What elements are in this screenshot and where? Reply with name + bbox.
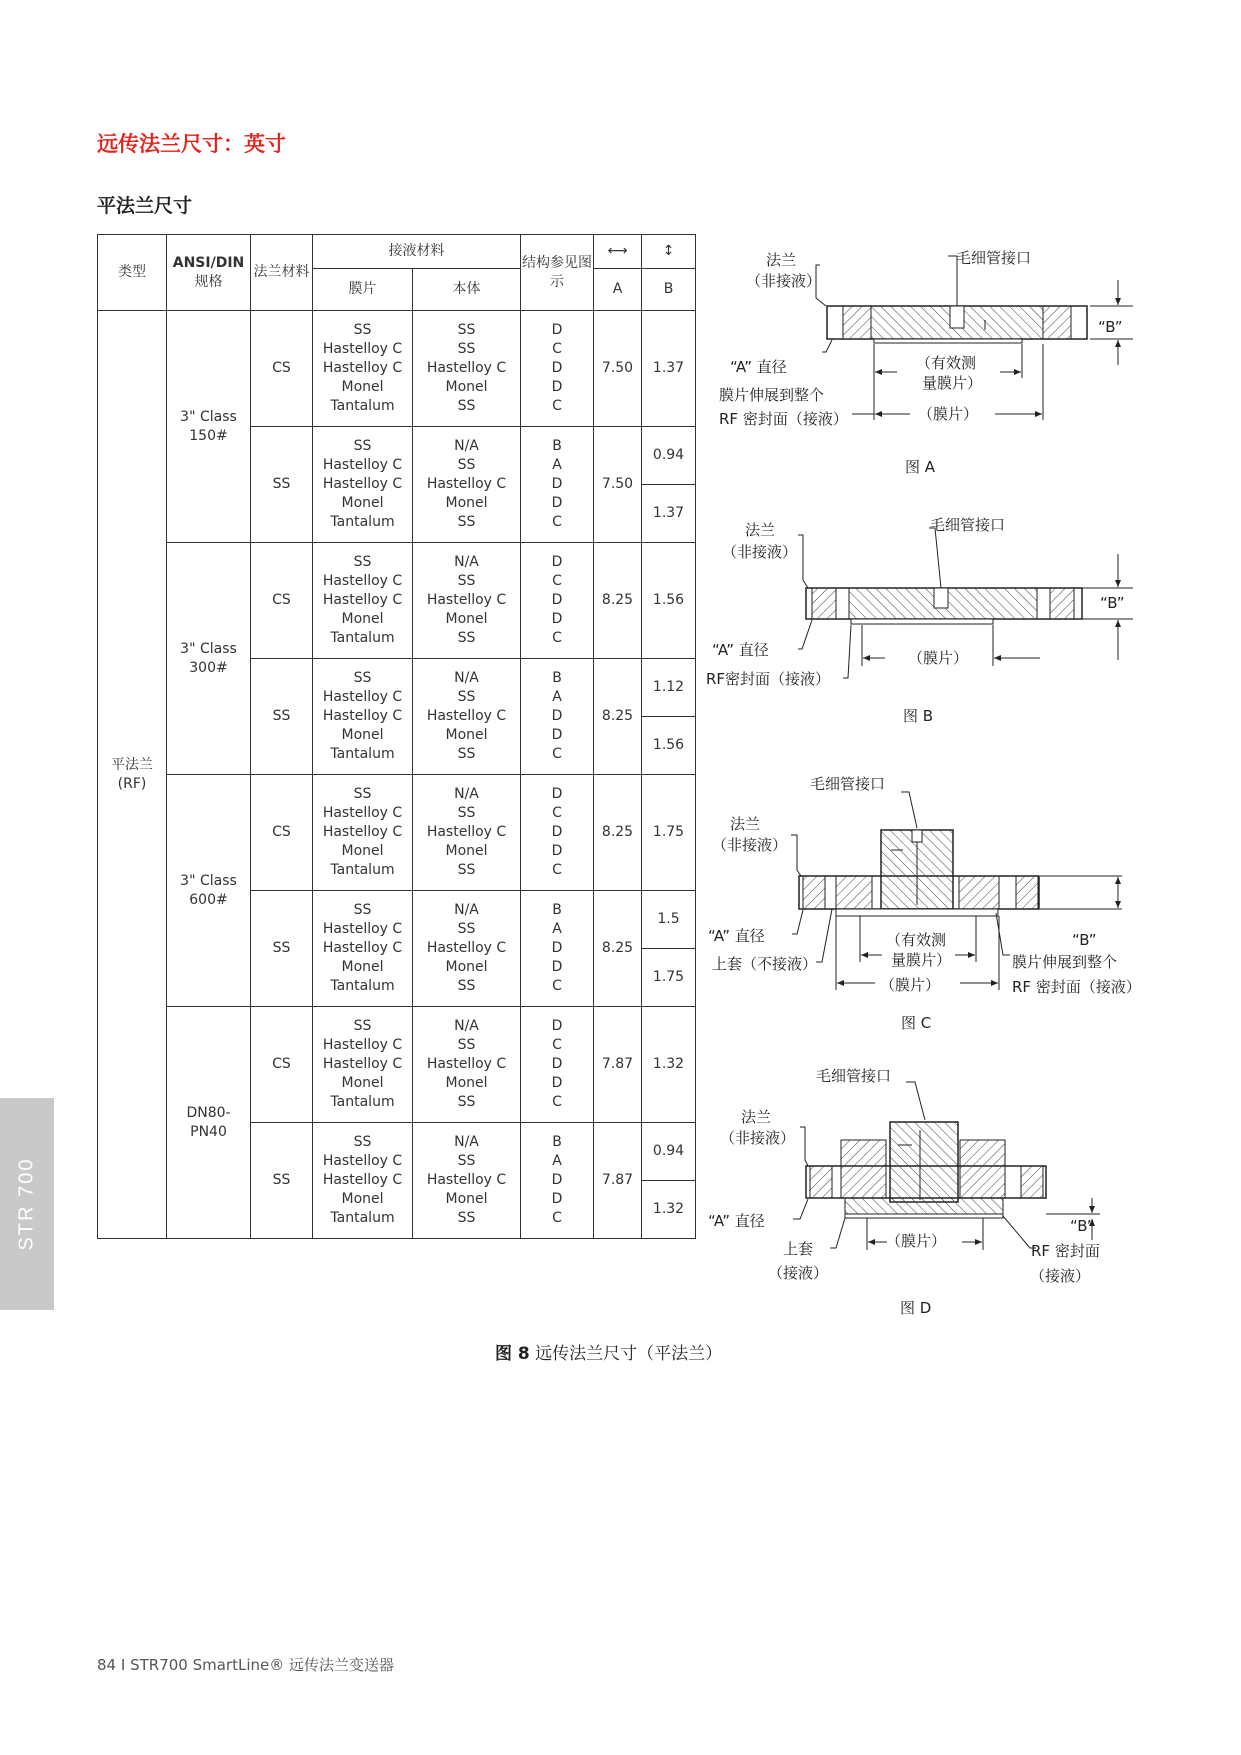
figure-b-diaphragm-label: （膜片） [908,649,969,667]
figure-c-caption: 图 C [901,1014,932,1032]
figure-b-a-dia-label: “A” 直径 [712,641,769,659]
flange-material-cell: SS [251,891,313,1007]
size-cell: 3" Class 300# [167,543,251,775]
figure-a-effective-label-2: 量膜片） [922,374,983,392]
figure-a-capillary-label: 毛细管接口 [956,249,1032,267]
diaphragm-cell: SS Hastelloy C Hastelloy C Monel Tantalum [313,891,413,1007]
header-wetted-material: 接液材料 [313,235,521,269]
a-value-cell: 8.25 [594,891,642,1007]
size-cell: DN80- PN40 [167,1007,251,1239]
structure-ref-cell: B A D D C [521,659,594,775]
side-tab [0,1098,54,1310]
structure-ref-cell: D C D D C [521,1007,594,1123]
a-value-cell: 7.87 [594,1123,642,1239]
flange-material-cell: CS [251,775,313,891]
size-cell: 3" Class 600# [167,775,251,1007]
flange-material-cell: CS [251,1007,313,1123]
figure-c-flange-label: 法兰 [730,815,761,833]
figure-b-caption: 图 B [903,707,934,725]
figure-caption-label: 图 8 [495,1344,530,1364]
figure-c-effective-label-1: （有效测 [886,931,947,949]
flange-material-cell: SS [251,1123,313,1239]
figure-b [706,516,1133,725]
b-value-cell: 1.5 [642,891,696,949]
figure-d-flange-label: 法兰 [741,1108,772,1126]
a-value-cell: 8.25 [594,543,642,659]
figure-c-effective-label-2: 量膜片） [891,951,952,969]
figure-a-extension-label-1: 膜片伸展到整个 [719,386,825,404]
figure-c [708,775,1141,1032]
structure-ref-cell: D C D D C [521,775,594,891]
a-value-cell: 7.87 [594,1007,642,1123]
figure-d-upper-label-1: 上套 [783,1240,814,1258]
body-cell: N/A SS Hastelloy C Monel SS [413,891,521,1007]
a-value-cell: 8.25 [594,775,642,891]
figure-c-b-dim-label: “B” [1072,931,1097,949]
figure-a-effective-label-1: （有效测 [916,354,977,372]
structure-ref-cell: D C D D C [521,311,594,427]
header-ansi-din: ANSI/DIN 规格 [167,235,251,311]
b-value-cell: 1.32 [642,1181,696,1239]
structure-ref-cell: B A D D C [521,1123,594,1239]
figure-a-non-wetted-label: （非接液） [746,272,822,290]
vertical-double-arrow-icon: ↕ [642,235,696,269]
b-value-cell: 1.56 [642,717,696,775]
figure-b-rf-label: RF密封面（接液） [706,670,831,688]
horizontal-double-arrow-icon: ⟷ [594,235,642,269]
body-cell: N/A SS Hastelloy C Monel SS [413,1007,521,1123]
figure-c-extension-label-1: 膜片伸展到整个 [1012,953,1118,971]
figure-d-b-dim-label: “B” [1070,1217,1095,1235]
b-value-cell: 1.75 [642,949,696,1007]
diaphragm-cell: SS Hastelloy C Hastelloy C Monel Tantalum [313,543,413,659]
figure-caption-text: 远传法兰尺寸（平法兰） [535,1344,723,1364]
body-cell: SS SS Hastelloy C Monel SS [413,311,521,427]
structure-ref-cell: D C D D C [521,543,594,659]
figure-d-diaphragm-label: （膜片） [886,1232,947,1250]
figure-c-extension-label-2: RF 密封面（接液） [1012,978,1141,996]
footer-separator: I [120,1656,126,1674]
figure-a-b-dim-label: “B” [1098,318,1123,336]
side-tab-label: STR 700 [15,1157,38,1251]
figure-d-upper-label-2: （接液） [768,1264,829,1282]
page-number: 84 [97,1656,117,1674]
flange-material-cell: CS [251,311,313,427]
figure-a-diaphragm-label: （膜片） [918,405,979,423]
flange-material-cell: SS [251,659,313,775]
header-type: 类型 [98,235,167,311]
figure-a-caption: 图 A [905,458,936,476]
figure-d-a-dia-label: “A” 直径 [708,1212,765,1230]
figure-a-flange-label: 法兰 [766,251,797,269]
b-value-cell: 1.37 [642,485,696,543]
flange-material-cell: CS [251,543,313,659]
footer [97,1654,394,1675]
b-value-cell: 1.32 [642,1007,696,1123]
header-diaphragm: 膜片 [313,269,413,311]
figure-d-caption: 图 D [900,1299,932,1317]
body-cell: N/A SS Hastelloy C Monel SS [413,659,521,775]
body-cell: N/A SS Hastelloy C Monel SS [413,1123,521,1239]
diaphragm-cell: SS Hastelloy C Hastelloy C Monel Tantalum [313,427,413,543]
b-value-cell: 1.75 [642,775,696,891]
figure-d-capillary-label: 毛细管接口 [816,1067,892,1085]
figure-c-upper-label: 上套（不接液） [712,955,818,973]
type-cell: 平法兰 (RF) [98,311,167,1239]
b-value-cell: 0.94 [642,1123,696,1181]
a-value-cell: 8.25 [594,659,642,775]
section-title: 远传法兰尺寸：英寸 [97,132,286,156]
diaphragm-cell: SS Hastelloy C Hastelloy C Monel Tantalum [313,775,413,891]
b-value-cell: 1.37 [642,311,696,427]
figure-d-non-wetted-label: （非接液） [720,1129,796,1147]
a-value-cell: 7.50 [594,427,642,543]
b-value-cell: 0.94 [642,427,696,485]
figure-a-a-dia-label: “A” 直径 [730,358,787,376]
figure-a [719,249,1133,476]
figure-b-b-dim-label: “B” [1100,594,1125,612]
header-a: A [594,269,642,311]
structure-ref-cell: B A D D C [521,891,594,1007]
header-structure-ref: 结构参见图示 [521,235,594,311]
structure-ref-cell: B A D D C [521,427,594,543]
diaphragm-cell: SS Hastelloy C Hastelloy C Monel Tantalum [313,311,413,427]
figure-c-diaphragm-label: （膜片） [880,976,941,994]
figure-d [708,1067,1100,1317]
header-flange-material: 法兰材料 [251,235,313,311]
figure-b-flange-label: 法兰 [745,521,776,539]
figure-b-capillary-label: 毛细管接口 [930,516,1006,534]
a-value-cell: 7.50 [594,311,642,427]
figure-a-extension-label-2: RF 密封面（接液） [719,410,848,428]
figure-c-a-dia-label: “A” 直径 [708,927,765,945]
size-cell: 3" Class 150# [167,311,251,543]
header-body: 本体 [413,269,521,311]
diaphragm-cell: SS Hastelloy C Hastelloy C Monel Tantalum [313,659,413,775]
sub-title: 平法兰尺寸 [97,195,193,217]
header-b: B [642,269,696,311]
body-cell: N/A SS Hastelloy C Monel SS [413,775,521,891]
figure-b-non-wetted-label: （非接液） [722,543,798,561]
diaphragm-cell: SS Hastelloy C Hastelloy C Monel Tantalum [313,1123,413,1239]
b-value-cell: 1.56 [642,543,696,659]
b-value-cell: 1.12 [642,659,696,717]
flange-material-cell: SS [251,427,313,543]
figure-c-non-wetted-label: （非接液） [712,836,788,854]
figure-d-rf-label-2: （接液） [1030,1267,1091,1285]
footer-product: STR700 SmartLine® 远传法兰变送器 [130,1656,395,1674]
body-cell: N/A SS Hastelloy C Monel SS [413,427,521,543]
figure-d-rf-label-1: RF 密封面 [1031,1242,1100,1260]
diaphragm-cell: SS Hastelloy C Hastelloy C Monel Tantalum [313,1007,413,1123]
figure-c-capillary-label: 毛细管接口 [810,775,886,793]
figure-caption [495,1339,722,1364]
body-cell: N/A SS Hastelloy C Monel SS [413,543,521,659]
